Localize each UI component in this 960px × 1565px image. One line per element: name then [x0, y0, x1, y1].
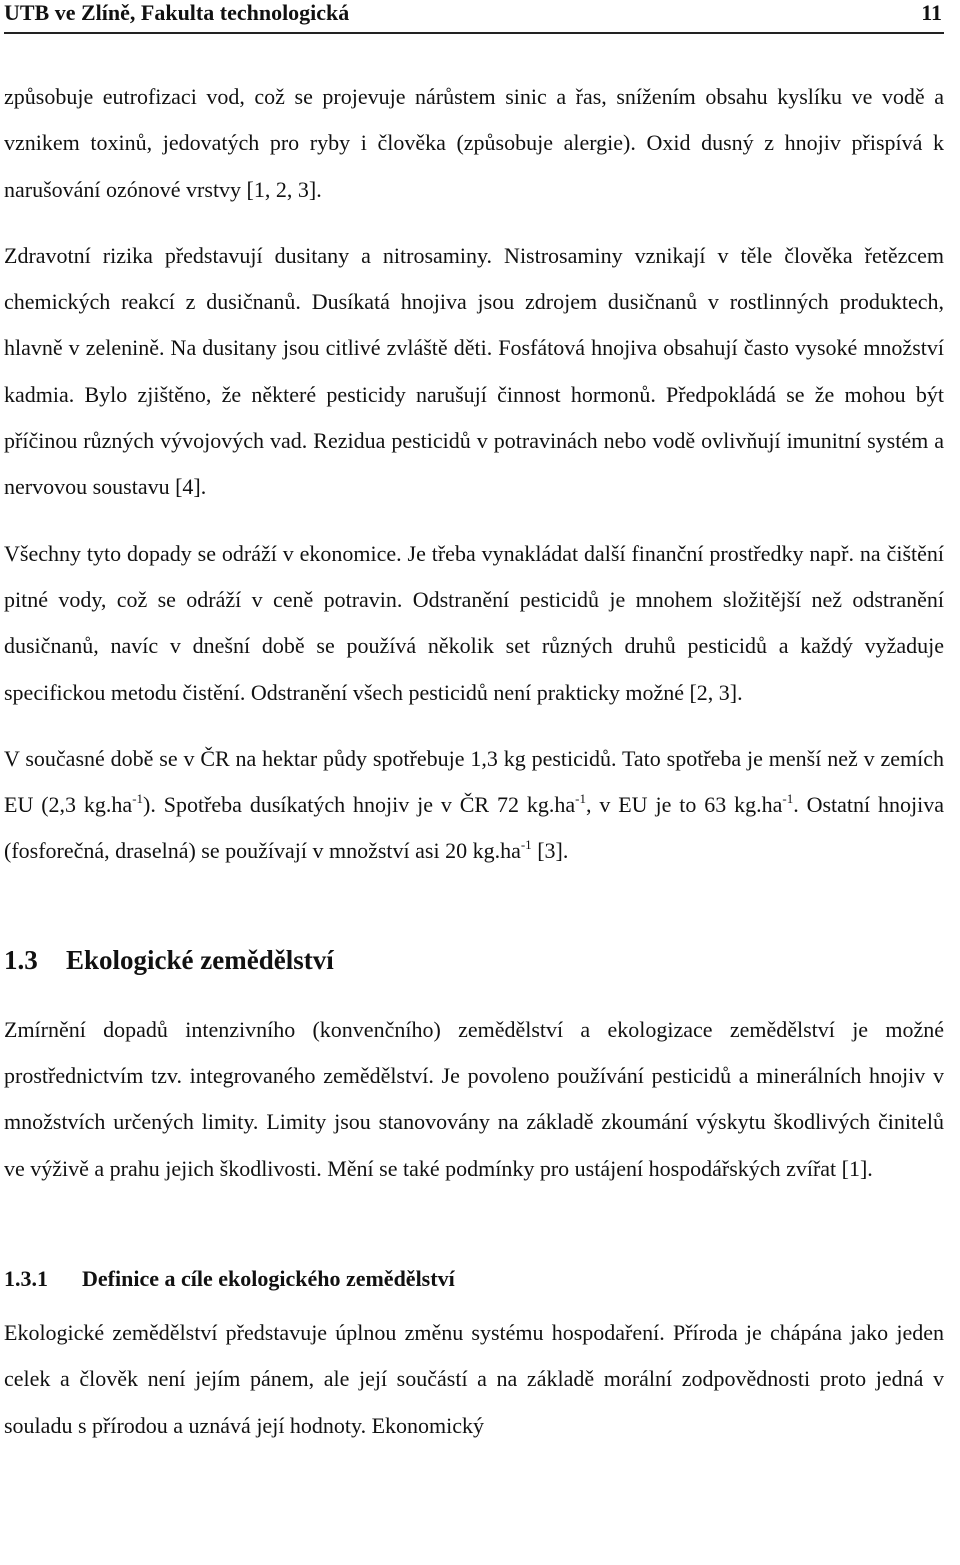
consumption-text-2: ). Spotřeba dusíkatých hnojiv je v ČR 72 kg.ha — [143, 792, 576, 818]
header-title: UTB ve Zlíně, Fakulta technologická — [4, 0, 350, 25]
subsection-number: 1.3.1 — [4, 1265, 48, 1291]
superscript: -1 — [575, 791, 586, 807]
consumption-text-3: , v EU je to 63 kg.ha — [585, 792, 783, 818]
paragraph-definition: Ekologické zemědělství představuje úplnou změnu systému hospodaření. Příroda je chápána jako jeden celek a člověk není jejím pánem, ale její součástí a na základě morální zodpovědnosti proto jedná v souladu s přírodou a uznává její hodnoty. Ekonomický — [4, 1319, 944, 1438]
consumption-text-1: V současné době se v ČR na hektar půdy spotřebuje 1,3 kg pesticidů. Tato spotřeba je menší než v zemích EU (2,3 kg.ha — [4, 745, 944, 818]
paragraph-integrated-agriculture: Zmírnění dopadů intenzivního (konvenčního) zemědělství a ekologizace zemědělství je možné prostřednictvím tzv. integrovaného zemědělství. Je povoleno používání pesticidů a minerálních hnojiv v množstvích určených limity. Limity jsou stanovovány na základě zkoumání výskytu škodlivých činitelů ve výživě a prahu jejich škodlivosti. Mění se také podmínky pro ustájení hospodářských zvířat [1]. — [4, 1016, 944, 1181]
subsection-title: Definice a cíle ekologického zemědělství — [82, 1265, 455, 1291]
page-header — [4, 0, 944, 34]
section-number: 1.3 — [4, 944, 38, 975]
paragraph-health-risks: Zdravotní rizika představují dusitany a nitrosaminy. Nistrosaminy vznikají v těle člověka řetězcem chemických reakcí z dusičnanů. Dusíkatá hnojiva jsou zdrojem dusičnanů v rostlinných produktech, hlavně v zelenině. Na dusitany jsou citlivé zvláště děti. Fosfátová hnojiva obsahují často vysoké množství kadmia. Bylo zjištěno, že některé pesticidy narušují činnost hormonů. Předpokládá se že mohou být příčinou různých vývojových vad. Rezidua pesticidů v potravinách nebo vodě ovlivňují imunitní systém a nervovou soustavu [4]. — [4, 242, 944, 500]
superscript: -1 — [132, 791, 144, 807]
section-title: Ekologické zemědělství — [66, 944, 334, 975]
paragraph-consumption — [4, 736, 944, 875]
consumption-text-4: . Ostatní hnojiva (fosforečná, draselná) se používají v množství asi 20 kg.ha — [4, 792, 945, 864]
paragraph-eutrophication: způsobuje eutrofizaci vod, což se projevuje nárůstem sinic a řas, snížením obsahu kyslíku ve vodě a vznikem toxinů, jedovatých pro ryby i člověka (způsobuje alergie). Oxid dusný z hnojiv přispívá k narušování ozónové vrstvy [1, 2, 3]. — [4, 84, 944, 202]
superscript: -1 — [520, 837, 532, 853]
paragraph-economics: Všechny tyto dopady se odráží v ekonomice. Je třeba vynakládat další finanční prostředky např. na čištění pitné vody, což se odráží v ceně potravin. Odstranění pesticidů je mnohem složitější než odstranění dusičnanů, navíc v dnešní době se používá několik set různých druhů pesticidů a každý vyžaduje specifickou metodu čistění. Odstranění všech pesticidů není prakticky možné [2, 3]. — [4, 540, 944, 705]
superscript: -1 — [782, 791, 794, 807]
section-heading-1-3-1 — [4, 1256, 944, 1302]
consumption-text-5: [3]. — [531, 838, 569, 864]
page-number: 11 — [921, 0, 942, 25]
section-heading-1-3 — [4, 937, 944, 983]
